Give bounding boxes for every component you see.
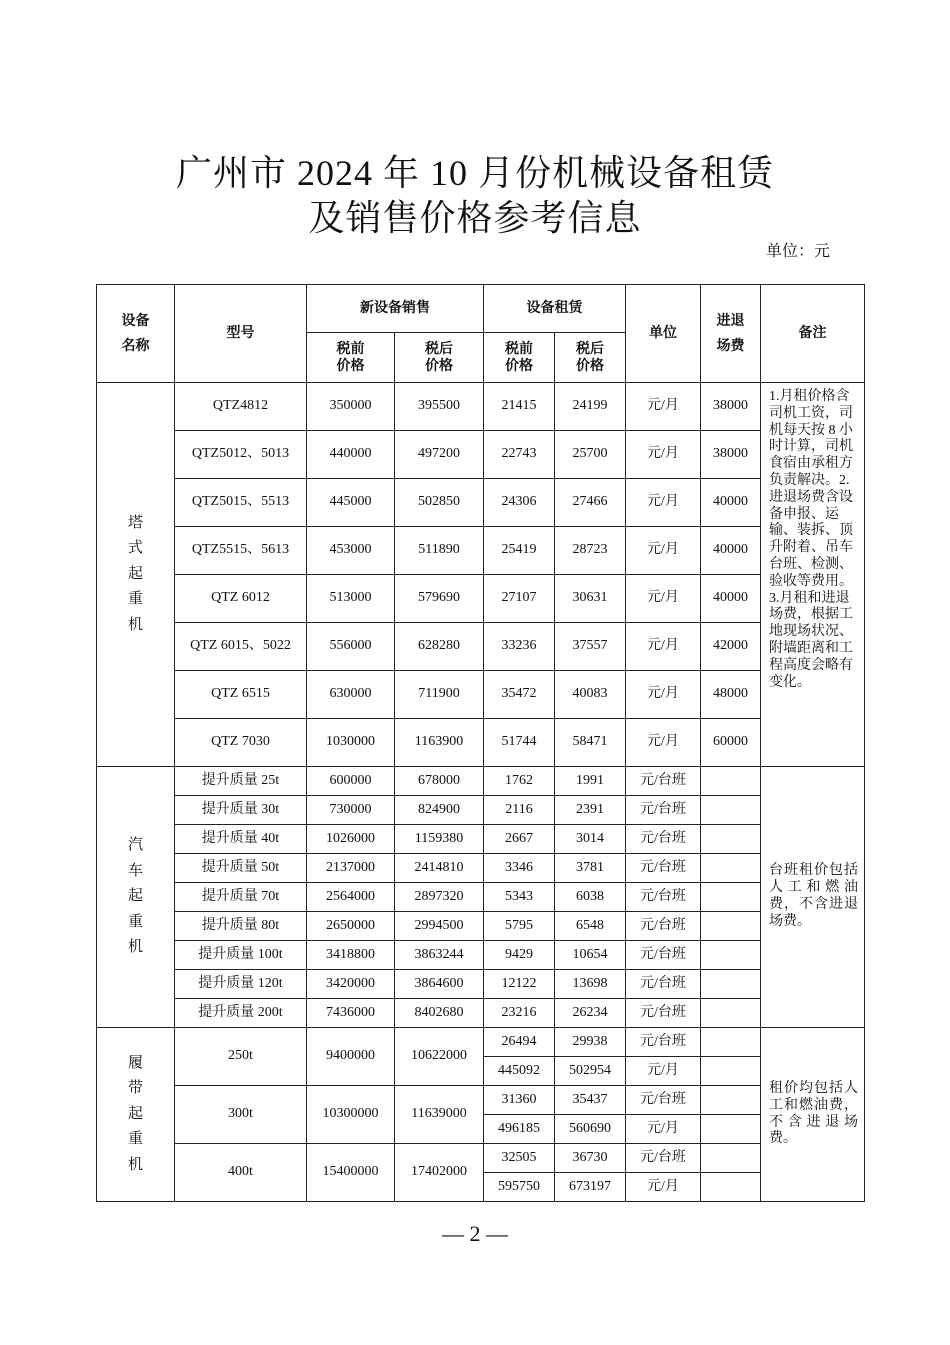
- sale-pretax-cell: 453000: [307, 527, 395, 575]
- entry-exit-fee-cell: 38000: [701, 431, 761, 479]
- sale-aftertax-cell: 11639000: [395, 1086, 484, 1144]
- header-model: 型号: [175, 285, 307, 383]
- unit-cell: 元/月: [626, 575, 701, 623]
- unit-cell: 元/台班: [626, 1086, 701, 1115]
- rent-pretax-cell: 595750: [484, 1173, 555, 1202]
- crawler-crane-category: 履带起重机: [97, 1028, 175, 1202]
- model-cell: 提升质量 25t: [175, 767, 307, 796]
- header-remarks: 备注: [761, 285, 865, 383]
- entry-exit-fee-cell: [701, 1057, 761, 1086]
- entry-exit-fee-cell: [701, 796, 761, 825]
- document-title-line2: 及销售价格参考信息: [308, 198, 642, 238]
- entry-exit-fee-cell: [701, 1028, 761, 1057]
- unit-label: 单位：元: [766, 243, 831, 260]
- sale-aftertax-cell: 2897320: [395, 883, 484, 912]
- table-row: [97, 796, 865, 825]
- model-cell: 300t: [175, 1086, 307, 1144]
- model-cell: QTZ 7030: [175, 719, 307, 767]
- table-row: [97, 623, 865, 671]
- rent-aftertax-cell: 29938: [555, 1028, 626, 1057]
- sale-aftertax-cell: 8402680: [395, 999, 484, 1028]
- price-table: [96, 284, 865, 1202]
- model-cell: 250t: [175, 1028, 307, 1086]
- header-equipment-name: 设备名称: [97, 285, 175, 383]
- entry-exit-fee-cell: 40000: [701, 479, 761, 527]
- header-entry-exit-fee: 进退场费: [701, 285, 761, 383]
- header-sale-aftertax: 税后价格: [395, 333, 484, 383]
- sale-pretax-cell: 9400000: [307, 1028, 395, 1086]
- sale-pretax-cell: 2650000: [307, 912, 395, 941]
- rent-aftertax-cell: 25700: [555, 431, 626, 479]
- header-new-sales: 新设备销售: [307, 285, 484, 333]
- model-cell: 提升质量 120t: [175, 970, 307, 999]
- entry-exit-fee-cell: 40000: [701, 575, 761, 623]
- entry-exit-fee-cell: [701, 1173, 761, 1202]
- table-row: [97, 575, 865, 623]
- tower-crane-note: 1.月租价格含司机工资，司机每天按 8 小时计算，司机食宿由承租方负责解决。2.进退场费含设备申报、运输、装拆、顶升附着、吊车台班、检测、验收等费用。3.月租和进退场费，根据工地现场状况、附墙距离和工程高度会略有变化。: [761, 383, 865, 767]
- sale-pretax-cell: 513000: [307, 575, 395, 623]
- entry-exit-fee-cell: 60000: [701, 719, 761, 767]
- entry-exit-fee-cell: [701, 1144, 761, 1173]
- entry-exit-fee-cell: [701, 767, 761, 796]
- rent-pretax-cell: 1762: [484, 767, 555, 796]
- rent-aftertax-cell: 6548: [555, 912, 626, 941]
- sale-pretax-cell: 10300000: [307, 1086, 395, 1144]
- sale-aftertax-cell: 2414810: [395, 854, 484, 883]
- rent-aftertax-cell: 26234: [555, 999, 626, 1028]
- rent-pretax-cell: 31360: [484, 1086, 555, 1115]
- sale-pretax-cell: 350000: [307, 383, 395, 431]
- rent-aftertax-cell: 35437: [555, 1086, 626, 1115]
- header-rent-aftertax: 税后价格: [555, 333, 626, 383]
- unit-cell: 元/月: [626, 383, 701, 431]
- rent-aftertax-cell: 502954: [555, 1057, 626, 1086]
- unit-cell: 元/月: [626, 623, 701, 671]
- rent-aftertax-cell: 58471: [555, 719, 626, 767]
- entry-exit-fee-cell: 38000: [701, 383, 761, 431]
- entry-exit-fee-cell: [701, 883, 761, 912]
- unit-cell: 元/台班: [626, 1028, 701, 1057]
- unit-cell: 元/台班: [626, 825, 701, 854]
- crawler-crane-note: 租价均包括人工和燃油费，不含进退场费。: [761, 1028, 865, 1202]
- unit-cell: 元/月: [626, 1173, 701, 1202]
- entry-exit-fee-cell: 40000: [701, 527, 761, 575]
- unit-cell: 元/月: [626, 479, 701, 527]
- sale-aftertax-cell: 628280: [395, 623, 484, 671]
- sale-pretax-cell: 2564000: [307, 883, 395, 912]
- entry-exit-fee-cell: [701, 999, 761, 1028]
- rent-aftertax-cell: 36730: [555, 1144, 626, 1173]
- model-cell: 提升质量 200t: [175, 999, 307, 1028]
- rent-pretax-cell: 22743: [484, 431, 555, 479]
- unit-cell: 元/台班: [626, 941, 701, 970]
- model-cell: QTZ5515、5613: [175, 527, 307, 575]
- model-cell: QTZ4812: [175, 383, 307, 431]
- sale-pretax-cell: 440000: [307, 431, 395, 479]
- rent-aftertax-cell: 2391: [555, 796, 626, 825]
- unit-cell: 元/月: [626, 671, 701, 719]
- sale-pretax-cell: 3420000: [307, 970, 395, 999]
- header-sale-pretax: 税前价格: [307, 333, 395, 383]
- sale-aftertax-cell: 10622000: [395, 1028, 484, 1086]
- table-row: [97, 1086, 865, 1115]
- model-cell: QTZ 6515: [175, 671, 307, 719]
- rent-aftertax-cell: 10654: [555, 941, 626, 970]
- model-cell: 提升质量 70t: [175, 883, 307, 912]
- rent-aftertax-cell: 3014: [555, 825, 626, 854]
- sale-pretax-cell: 3418800: [307, 941, 395, 970]
- model-cell: 提升质量 30t: [175, 796, 307, 825]
- table-row: [97, 825, 865, 854]
- rent-pretax-cell: 32505: [484, 1144, 555, 1173]
- rent-aftertax-cell: 30631: [555, 575, 626, 623]
- table-row: [97, 767, 865, 796]
- unit-cell: 元/台班: [626, 854, 701, 883]
- rent-pretax-cell: 2667: [484, 825, 555, 854]
- sale-aftertax-cell: 678000: [395, 767, 484, 796]
- model-cell: 400t: [175, 1144, 307, 1202]
- rent-pretax-cell: 26494: [484, 1028, 555, 1057]
- sale-aftertax-cell: 1159380: [395, 825, 484, 854]
- unit-cell: 元/台班: [626, 796, 701, 825]
- sale-pretax-cell: 600000: [307, 767, 395, 796]
- model-cell: 提升质量 80t: [175, 912, 307, 941]
- rent-pretax-cell: 51744: [484, 719, 555, 767]
- rent-pretax-cell: 33236: [484, 623, 555, 671]
- sale-aftertax-cell: 17402000: [395, 1144, 484, 1202]
- entry-exit-fee-cell: [701, 941, 761, 970]
- unit-cell: 元/台班: [626, 1144, 701, 1173]
- rent-pretax-cell: 445092: [484, 1057, 555, 1086]
- rent-pretax-cell: 9429: [484, 941, 555, 970]
- table-row: [97, 431, 865, 479]
- entry-exit-fee-cell: [701, 1115, 761, 1144]
- sale-pretax-cell: 445000: [307, 479, 395, 527]
- unit-cell: 元/月: [626, 527, 701, 575]
- table-row: [97, 719, 865, 767]
- model-cell: 提升质量 100t: [175, 941, 307, 970]
- rent-aftertax-cell: 27466: [555, 479, 626, 527]
- table-row: [97, 527, 865, 575]
- rent-aftertax-cell: 13698: [555, 970, 626, 999]
- header-rent-pretax: 税前价格: [484, 333, 555, 383]
- rent-pretax-cell: 5343: [484, 883, 555, 912]
- unit-cell: 元/台班: [626, 970, 701, 999]
- rent-pretax-cell: 25419: [484, 527, 555, 575]
- sale-aftertax-cell: 502850: [395, 479, 484, 527]
- entry-exit-fee-cell: 48000: [701, 671, 761, 719]
- model-cell: 提升质量 50t: [175, 854, 307, 883]
- sale-aftertax-cell: 579690: [395, 575, 484, 623]
- truck-crane-note: 台班租价包括人工和燃油费，不含进退场费。: [761, 767, 865, 1028]
- rent-aftertax-cell: 6038: [555, 883, 626, 912]
- sale-pretax-cell: 630000: [307, 671, 395, 719]
- table-row: [97, 970, 865, 999]
- sale-pretax-cell: 15400000: [307, 1144, 395, 1202]
- rent-pretax-cell: 23216: [484, 999, 555, 1028]
- table-row: [97, 383, 865, 431]
- table-row: [97, 912, 865, 941]
- sale-aftertax-cell: 3864600: [395, 970, 484, 999]
- table-row: [97, 883, 865, 912]
- sale-pretax-cell: 7436000: [307, 999, 395, 1028]
- rent-aftertax-cell: 673197: [555, 1173, 626, 1202]
- header-rental: 设备租赁: [484, 285, 626, 333]
- unit-cell: 元/台班: [626, 912, 701, 941]
- rent-pretax-cell: 24306: [484, 479, 555, 527]
- sale-pretax-cell: 1026000: [307, 825, 395, 854]
- rent-pretax-cell: 496185: [484, 1115, 555, 1144]
- entry-exit-fee-cell: 42000: [701, 623, 761, 671]
- rent-aftertax-cell: 560690: [555, 1115, 626, 1144]
- sale-aftertax-cell: 1163900: [395, 719, 484, 767]
- rent-pretax-cell: 5795: [484, 912, 555, 941]
- page-number: — 2 —: [442, 1221, 508, 1246]
- model-cell: 提升质量 40t: [175, 825, 307, 854]
- sale-aftertax-cell: 824900: [395, 796, 484, 825]
- table-row: [97, 999, 865, 1028]
- unit-cell: 元/台班: [626, 767, 701, 796]
- sale-pretax-cell: 2137000: [307, 854, 395, 883]
- sale-aftertax-cell: 497200: [395, 431, 484, 479]
- table-row: [97, 854, 865, 883]
- unit-cell: 元/台班: [626, 883, 701, 912]
- rent-aftertax-cell: 40083: [555, 671, 626, 719]
- sale-aftertax-cell: 395500: [395, 383, 484, 431]
- rent-aftertax-cell: 3781: [555, 854, 626, 883]
- sale-aftertax-cell: 2994500: [395, 912, 484, 941]
- sale-pretax-cell: 730000: [307, 796, 395, 825]
- entry-exit-fee-cell: [701, 970, 761, 999]
- table-row: [97, 671, 865, 719]
- table-row: [97, 1028, 865, 1057]
- unit-cell: 元/月: [626, 1115, 701, 1144]
- unit-cell: 元/月: [626, 719, 701, 767]
- rent-aftertax-cell: 28723: [555, 527, 626, 575]
- table-row: [97, 1144, 865, 1173]
- rent-pretax-cell: 21415: [484, 383, 555, 431]
- model-cell: QTZ 6012: [175, 575, 307, 623]
- table-row: [97, 479, 865, 527]
- model-cell: QTZ5015、5513: [175, 479, 307, 527]
- rent-pretax-cell: 35472: [484, 671, 555, 719]
- unit-cell: 元/月: [626, 1057, 701, 1086]
- unit-cell: 元/台班: [626, 999, 701, 1028]
- rent-aftertax-cell: 1991: [555, 767, 626, 796]
- unit-cell: 元/月: [626, 431, 701, 479]
- rent-pretax-cell: 3346: [484, 854, 555, 883]
- table-row: [97, 941, 865, 970]
- sale-aftertax-cell: 711900: [395, 671, 484, 719]
- entry-exit-fee-cell: [701, 1086, 761, 1115]
- rent-pretax-cell: 2116: [484, 796, 555, 825]
- document-title-line1: 广州市 2024 年 10 月份机械设备租赁: [175, 153, 774, 193]
- rent-aftertax-cell: 24199: [555, 383, 626, 431]
- sale-pretax-cell: 556000: [307, 623, 395, 671]
- entry-exit-fee-cell: [701, 825, 761, 854]
- entry-exit-fee-cell: [701, 854, 761, 883]
- rent-pretax-cell: 12122: [484, 970, 555, 999]
- tower-crane-category: 塔式起重机: [97, 383, 175, 767]
- model-cell: QTZ 6015、5022: [175, 623, 307, 671]
- entry-exit-fee-cell: [701, 912, 761, 941]
- model-cell: QTZ5012、5013: [175, 431, 307, 479]
- sale-aftertax-cell: 511890: [395, 527, 484, 575]
- header-unit: 单位: [626, 285, 701, 383]
- sale-pretax-cell: 1030000: [307, 719, 395, 767]
- truck-crane-category: 汽车起重机: [97, 767, 175, 1028]
- rent-pretax-cell: 27107: [484, 575, 555, 623]
- rent-aftertax-cell: 37557: [555, 623, 626, 671]
- sale-aftertax-cell: 3863244: [395, 941, 484, 970]
